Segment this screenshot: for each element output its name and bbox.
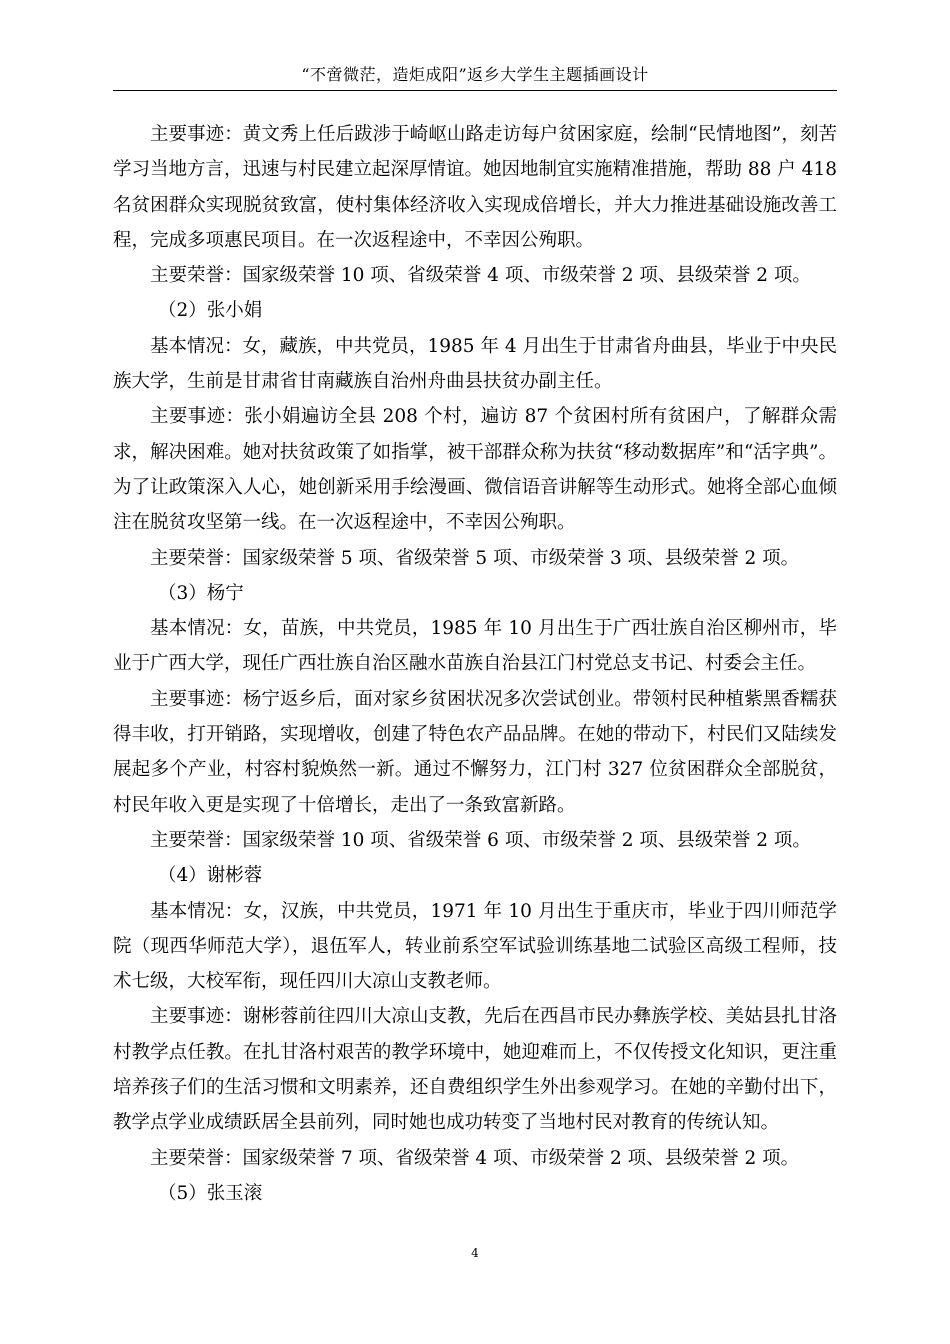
section-heading: （3）杨宁	[158, 582, 244, 604]
paragraph-deeds: 主要事迹：谢彬蓉前往四川大凉山支教，先后在西昌市民办彝族学校、美姑县扎甘洛村教学点任教。在扎甘洛村艰苦的教学环境中，她迎难而上，不仅传授文化知识，更注重培养孩子们的生活习惯和文明素养，还自费组织学生外出参观学习。在她的辛勤付出下，教学点学业成绩跃居全县前列，同时她也成功转变了当地村民对教育的传统认知。	[113, 1006, 837, 1134]
paragraph-basic-info: 基本情况：女，苗族，中共党员，1985 年 10 月出生于广西壮族自治区柳州市，毕业于广西大学，现任广西壮族自治区融水苗族自治县江门村党总支书记、村委会主任。	[113, 618, 837, 675]
body-text	[113, 117, 837, 1211]
section-heading: （5）张玉滚	[158, 1182, 263, 1204]
paragraph-basic-info: 基本情况：女，藏族，中共党员，1985 年 4 月出生于甘肃省舟曲县，毕业于中央民族大学，生前是甘肃省甘南藏族自治州舟曲县扶贫办副主任。	[113, 335, 837, 393]
paragraph-honors: 主要荣誉：国家级荣誉 7 项、省级荣誉 4 项、市级荣誉 2 项、县级荣誉 2 项。	[150, 1147, 800, 1169]
paragraph-honors: 主要荣誉：国家级荣誉 10 项、省级荣誉 6 项、市级荣誉 2 项、县级荣誉 2 项。	[150, 829, 811, 851]
paragraph-honors: 主要荣誉：国家级荣誉 10 项、省级荣誉 4 项、市级荣誉 2 项、县级荣誉 2 项。	[150, 265, 811, 287]
paragraph-basic-info: 基本情况：女，汉族，中共党员，1971 年 10 月出生于重庆市，毕业于四川师范学院（现西华师范大学），退伍军人，转业前系空军试验训练基地二试验区高级工程师，技术七级，大校军衔，现任四川大凉山支教老师。	[113, 900, 837, 993]
paragraph-deeds: 主要事迹：黄文秀上任后跋涉于崎岖山路走访每户贫困家庭，绘制“民情地图”，刻苦学习当地方言，迅速与村民建立起深厚情谊。她因地制宜实施精准措施，帮助 88 户 418 名贫困群众实现脱贫致富，使村集体经济收入实现成倍增长，并大力推进基础设施改善工程，完成多项惠民项目。在一次返程途中，不幸因公殉职。	[113, 124, 837, 251]
header-divider	[113, 90, 837, 91]
section-heading: （4）谢彬蓉	[158, 865, 263, 887]
paragraph-deeds: 主要事迹：张小娟遍访全县 208 个村，遍访 87 个贫困村所有贫困户，了解群众需求，解决困难。她对扶贫政策了如指掌，被干部群众称为扶贫“移动数据库”和“活字典”。为了让政策深入人心，她创新采用手绘漫画、微信语音讲解等生动形式。她将全部心血倾注在脱贫攻坚第一线。在一次返程途中，不幸因公殉职。	[113, 406, 837, 534]
paragraph-honors: 主要荣誉：国家级荣誉 5 项、省级荣誉 5 项、市级荣誉 3 项、县级荣誉 2 项。	[150, 547, 800, 569]
paragraph-deeds: 主要事迹：杨宁返乡后，面对家乡贫困状况多次尝试创业。带领村民种植紫黑香糯获得丰收，打开销路，实现增收，创建了特色农产品品牌。在她的带动下，村民们又陆续发展起多个产业，村容村貌焕然一新。通过不懈努力，江门村 327 位贫困群众全部脱贫，村民年收入更是实现了十倍增长，走出了一条致富新路。	[113, 688, 837, 816]
section-heading: （2）张小娟	[158, 300, 263, 322]
page-number: 4	[471, 1246, 479, 1260]
running-header: “不啻微茫，造炬成阳”返乡大学生主题插画设计	[301, 65, 649, 84]
